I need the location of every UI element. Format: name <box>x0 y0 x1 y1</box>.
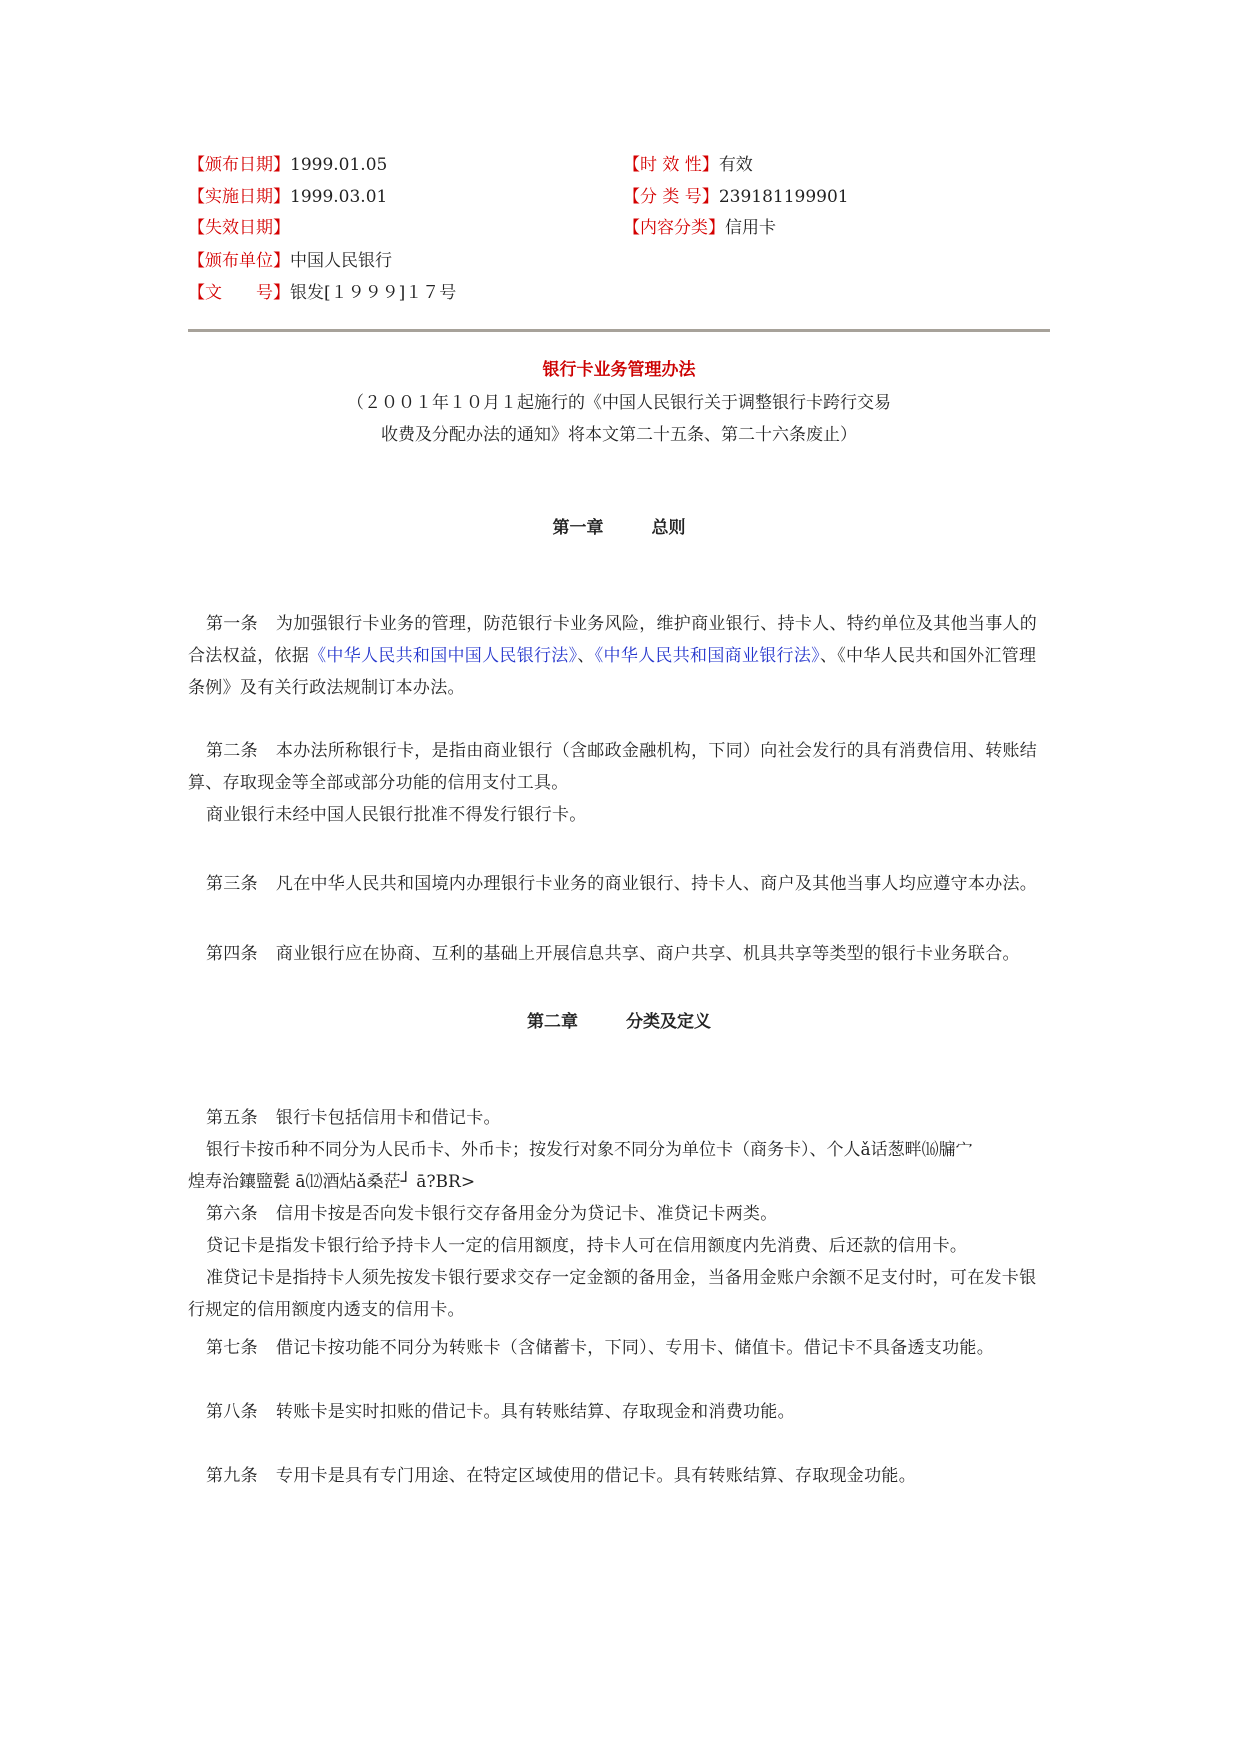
article-5: 第五条 银行卡包括信用卡和借记卡。 <box>206 1108 501 1128</box>
article-5-para3: 煌寿治鑲盬甏 ā⑿酒炶ǎ桑茫┘ ā?BR> <box>188 1172 476 1192</box>
meta-content-category: 【内容分类】信用卡 <box>623 218 776 238</box>
meta-expiry-date: 【失效日期】 <box>188 218 290 238</box>
article-8: 第八条 转账卡是实时扣账的借记卡。具有转账结算、存取现金和消费功能。 <box>206 1402 795 1422</box>
divider-rule <box>188 329 1050 332</box>
chapter-2-heading: 第二章 分类及定义 <box>527 1012 711 1032</box>
article-1: 第一条 为加强银行卡业务的管理，防范银行卡业务风险，维护商业银行、持卡人、特约单位及其他当事人的合法权益，依据《中华人民共和国中国人民银行法》、《中华人民共和国商业银行法》、《中华人民共和国外汇管理条例》及有关行政法规制订本办法。 <box>188 614 1038 698</box>
article-3: 第三条 凡在中华人民共和国境内办理银行卡业务的商业银行、持卡人、商户及其他当事人均应遵守本办法。 <box>206 874 1038 894</box>
article-6: 第六条 信用卡按是否向发卡银行交存备用金分为贷记卡、准贷记卡两类。 <box>206 1204 778 1224</box>
article-9: 第九条 专用卡是具有专门用途、在特定区域使用的借记卡。具有转账结算、存取现金功能。 <box>206 1466 917 1486</box>
article-6-para2: 贷记卡是指发卡银行给予持卡人一定的信用额度，持卡人可在信用额度内先消费、后还款的信用卡。 <box>206 1236 968 1256</box>
article-6-para3: 准贷记卡是指持卡人须先按发卡银行要求交存一定金额的备用金，当备用金账户余额不足支付时，可在发卡银行规定的信用额度内透支的信用卡。 <box>188 1268 1037 1320</box>
article-2: 第二条 本办法所称银行卡，是指由商业银行（含邮政金融机构，下同）向社会发行的具有消费信用、转账结算、存取现金等全部或部分功能的信用支付工具。 <box>188 741 1038 793</box>
meta-effective-date: 【实施日期】1999.03.01 <box>188 187 388 207</box>
meta-issuer: 【颁布单位】中国人民银行 <box>188 251 392 271</box>
document-note-line2: 收费及分配办法的通知》将本文第二十五条、第二十六条废止） <box>381 425 857 445</box>
meta-class-number: 【分 类 号】239181199901 <box>623 187 849 207</box>
meta-validity: 【时 效 性】有效 <box>623 155 753 175</box>
article-7: 第七条 借记卡按功能不同分为转账卡（含储蓄卡，下同）、专用卡、储值卡。借记卡不具备透支功能。 <box>206 1338 995 1358</box>
chapter-1-heading: 第一章 总则 <box>552 518 686 538</box>
document-note-line1: （２００１年１０月１起施行的《中国人民银行关于调整银行卡跨行交易 <box>347 393 891 413</box>
meta-issue-date: 【颁布日期】1999.01.05 <box>188 155 388 175</box>
article-5-para2: 银行卡按币种不同分为人民币卡、外币卡；按发行对象不同分为单位卡（商务卡）、个人ǎ话葱畔⒃牖宀 <box>206 1140 973 1160</box>
document-page <box>188 150 1050 1486</box>
law-link-commercial-bank[interactable]: 《中华人民共和国商业银行法》 <box>594 646 820 666</box>
article-4: 第四条 商业银行应在协商、互利的基础上开展信息共享、商户共享、机具共享等类型的银行卡业务联合。 <box>206 944 1020 964</box>
meta-doc-number: 【文 号】银发[１９９９]１７号 <box>188 283 457 303</box>
law-link-pboc[interactable]: 《中华人民共和国中国人民银行法》 <box>309 646 578 666</box>
document-title: 银行卡业务管理办法 <box>542 360 696 380</box>
metadata-block <box>188 150 1050 310</box>
article-2-para2: 商业银行未经中国人民银行批准不得发行银行卡。 <box>206 805 587 825</box>
